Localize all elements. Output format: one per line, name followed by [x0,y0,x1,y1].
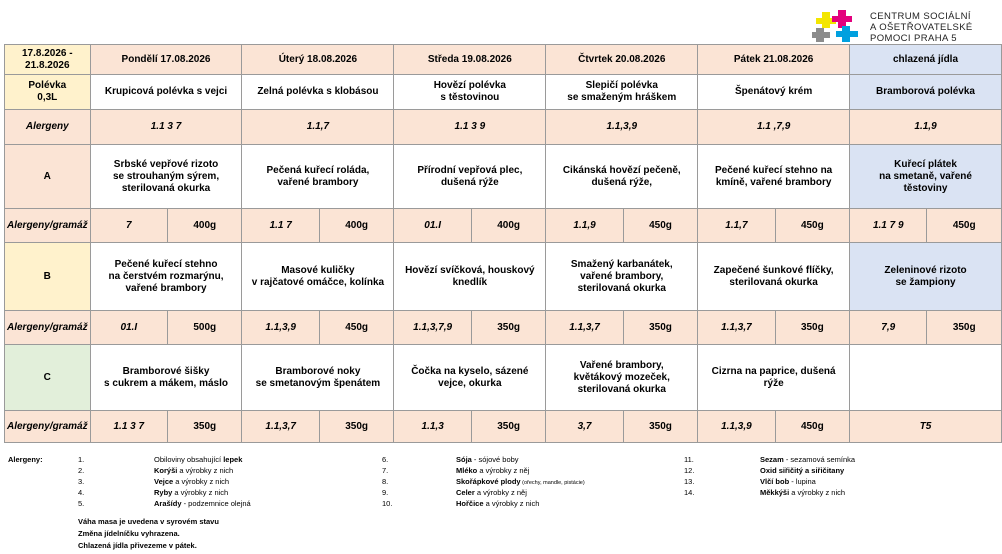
meal-c-weight: 350g [471,411,545,443]
day-header-friday: Pátek 21.08.2026 [698,45,850,75]
day-header-tuesday: Úterý 18.08.2026 [242,45,394,75]
legend-item: Skořápkové plody (ořechy, mandle, pistácie) [456,477,585,486]
meal-a-dish: Pečená kuřecí roláda, vařené brambory [242,145,394,209]
legend-item: Oxid siřičitý a siřičitany [760,466,845,475]
organization-logo [812,8,992,42]
soup-dish: Slepičí polévka se smaženým hráškem [546,75,698,110]
meal-a-allergens: 1.1 7 9 [850,209,927,243]
meal-a-dish-cold: Kuřecí plátek na smetaně, vařené těstoviny [850,145,1002,209]
meal-a-label: A [5,145,91,209]
meal-b-dish: Smažený karbanátek, vařené brambory, sterilovaná okurka [546,243,698,311]
legend-item: Vlčí bob - lupina [760,477,816,486]
meal-b-weight: 500g [167,311,241,345]
meal-c-dish: Cizrna na paprice, dušená rýže [698,345,850,411]
soup-allergens: 1.1,3,9 [546,110,698,145]
meal-c-dish: Bramborové noky se smetanovým špenátem [242,345,394,411]
legend-number: 7. [382,466,389,475]
meal-c-allergen-row [5,411,1002,443]
meal-c-weight: 350g [623,411,697,443]
meal-c-label: C [5,345,91,411]
soup-dish: Hovězí polévka s těstovinou [394,75,546,110]
meal-b-weight: 350g [775,311,849,345]
meal-b-weight: 350g [927,311,1002,345]
legend-number: 11. [684,455,694,464]
legend-item: Korýši a výrobky z nich [154,466,234,475]
meal-b-weight: 350g [471,311,545,345]
allergen-row-label: Alergeny/gramáž [5,209,91,243]
legend-item: Ryby a výrobky z nich [154,488,229,497]
meal-a-allergens: 1.1,9 [546,209,623,243]
meal-b-allergens: 1.1,3,7,9 [394,311,472,345]
day-header-thursday: Čtvrtek 20.08.2026 [546,45,698,75]
meal-c-allergens: 1.1,3,7 [242,411,319,443]
meal-c-weight: 350g [319,411,393,443]
meal-b-allergen-row [5,311,1002,345]
meal-a-allergens: 7 [90,209,167,243]
meal-a-weight: 450g [775,209,849,243]
meal-a-allergens: 01.I [394,209,472,243]
meal-a-dish: Pečené kuřecí stehno na kmíně, vařené brambory [698,145,850,209]
meal-c-allergens: 1.1 3 7 [90,411,167,443]
legend-item: Vejce a výrobky z nich [154,477,230,486]
legend-number: 10. [382,499,393,508]
meal-a-dish: Přírodní vepřová plec, dušená rýže [394,145,546,209]
soup-allergens: 1.1,9 [850,110,1002,145]
meal-a-weight: 400g [319,209,393,243]
meal-a-allergens: 1.1 7 [242,209,319,243]
meal-c-dish: Čočka na kyselo, sázené vejce, okurka [394,345,546,411]
soup-dish: Krupicová polévka s vejci [90,75,242,110]
meal-c-dish: Vařené brambory, květákový mozeček, sterilovaná okurka [546,345,698,411]
day-header-monday: Pondělí 17.08.2026 [90,45,242,75]
note-changes: Změna jídelníčku vyhrazena. [78,529,180,538]
meal-b-row [5,243,1002,311]
meal-b-weight: 350g [623,311,697,345]
meal-c-dish-empty [850,345,1002,411]
allergen-legend [4,454,994,554]
legend-number: 9. [382,488,389,497]
legend-item: Arašídy - podzemnice olejná [154,499,251,508]
allergen-row-label: Alergeny/gramáž [5,411,91,443]
header-row [5,45,1002,75]
legend-number: 6. [382,455,389,464]
meal-b-dish: Pečené kuřecí stehno na čerstvém rozmarýnu, vařené brambory [90,243,242,311]
soup-row [5,75,1002,110]
meal-b-allergens: 01.I [90,311,167,345]
meal-b-dish-cold: Zeleninové rizoto se žampiony [850,243,1002,311]
meal-a-row [5,145,1002,209]
meal-a-allergen-row [5,209,1002,243]
soup-label: Polévka 0,3L [5,75,91,110]
organization-name: CENTRUM SOCIÁLNÍ A OŠETŘOVATELSKÉ POMOCI PRAHA 5 [870,11,973,44]
meal-b-allergens: 1.1,3,9 [242,311,319,345]
cross-logo-icon [812,8,862,42]
cold-meals-header: chlazená jídla [850,45,1002,75]
meal-c-allergens: 3,7 [546,411,623,443]
soup-dish-cold: Bramborová polévka [850,75,1002,110]
meal-a-weight: 400g [471,209,545,243]
legend-item: Mléko a výrobky z něj [456,466,530,475]
meal-c-row [5,345,1002,411]
meal-a-dish: Cikánská hovězí pečeně, dušená rýže, [546,145,698,209]
note-weight: Váha masa je uvedena v syrovém stavu [78,517,219,526]
legend-number: 8. [382,477,389,486]
meal-b-allergens: 1.1,3,7 [698,311,775,345]
legend-item: Obiloviny obsahující lepek [154,455,243,464]
meal-c-allergens: 1.1,3,9 [698,411,775,443]
meal-b-allergens: 1.1,3,7 [546,311,623,345]
meal-c-dish: Bramborové šišky s cukrem a mákem, máslo [90,345,242,411]
meal-b-dish: Masové kuličky v rajčatové omáčce, kolínka [242,243,394,311]
legend-item: Měkkýši a výrobky z nich [760,488,846,497]
soup-allergens: 1.1,7 [242,110,394,145]
meal-a-allergens: 1.1,7 [698,209,775,243]
day-header-wednesday: Středa 19.08.2026 [394,45,546,75]
meal-a-weight: 400g [167,209,241,243]
menu-period: 17.8.2026 - 21.8.2026 [5,45,91,75]
meal-c-weight: 450g [775,411,849,443]
legend-item: Sezam - sezamová semínka [760,455,856,464]
meal-b-allergens: 7,9 [850,311,927,345]
meal-b-dish: Hovězí svíčková, houskový knedlík [394,243,546,311]
legend-number: 13. [684,477,695,486]
meal-c-allergens: T5 [850,411,1002,443]
legend-number: 2. [78,466,85,475]
meal-a-dish: Srbské vepřové rizoto se strouhaným sýrem, sterilovaná okurka [90,145,242,209]
legend-item: Sója - sójové boby [456,455,519,464]
meal-c-allergens: 1.1,3 [394,411,472,443]
allergen-row-label: Alergeny/gramáž [5,311,91,345]
legend-item: Celer a výrobky z něj [456,488,527,497]
legend-number: 1. [78,455,85,464]
legend-title: Alergeny: [8,455,43,464]
soup-allergen-row [5,110,1002,145]
legend-number: 14. [684,488,695,497]
soup-allergens: 1.1 3 9 [394,110,546,145]
legend-number: 12. [684,466,695,475]
weekly-menu-table [4,44,1002,443]
note-cold-meals: Chlazená jídla přivezeme v pátek. [78,541,197,550]
allergen-row-label: Alergeny [5,110,91,145]
meal-c-weight: 350g [167,411,241,443]
meal-b-weight: 450g [319,311,393,345]
meal-a-weight: 450g [927,209,1002,243]
meal-a-weight: 450g [623,209,697,243]
soup-dish: Zelná polévka s klobásou [242,75,394,110]
meal-b-dish: Zapečené šunkové flíčky, sterilovaná okurka [698,243,850,311]
legend-item: Hořčice a výrobky z nich [456,499,540,508]
legend-number: 5. [78,499,85,508]
soup-allergens: 1.1 ,7,9 [698,110,850,145]
meal-b-label: B [5,243,91,311]
legend-number: 4. [78,488,85,497]
soup-allergens: 1.1 3 7 [90,110,242,145]
legend-number: 3. [78,477,85,486]
soup-dish: Špenátový krém [698,75,850,110]
